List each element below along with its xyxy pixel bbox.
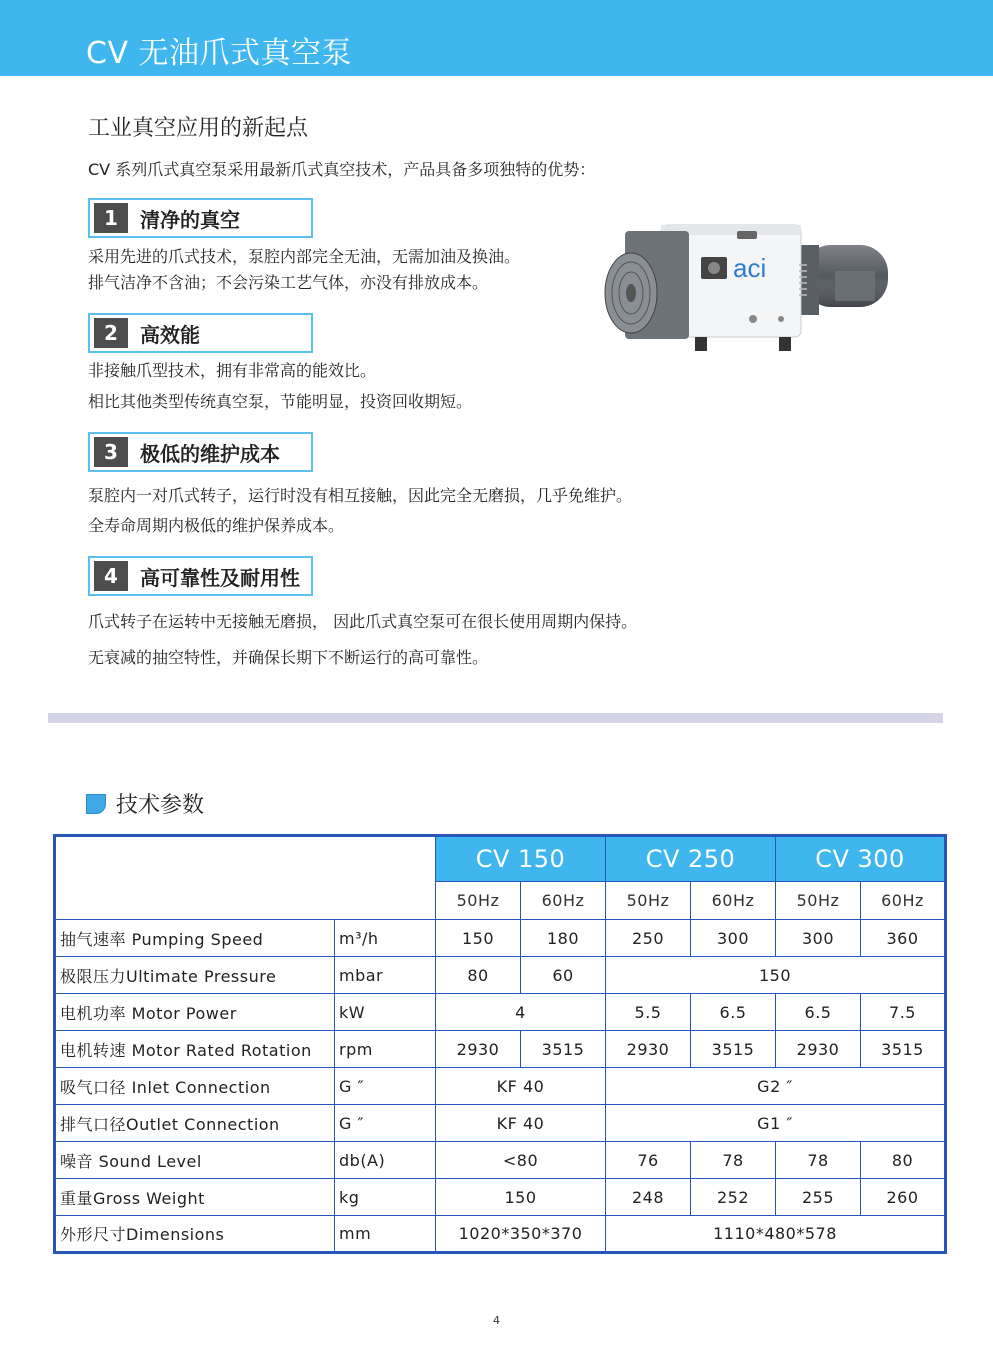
feature-label: 极低的维护成本 (140, 441, 280, 466)
feature-box-3 (88, 432, 313, 472)
row-label: 噪音 Sound Level (55, 1142, 335, 1179)
feature-text: 非接触爪型技术，拥有非常高的能效比。 (88, 361, 377, 380)
page-number: 4 (493, 1314, 500, 1327)
table-cell: 3515 (521, 1031, 606, 1068)
table-cell: 60 (521, 957, 606, 994)
model-header: CV 300 (776, 836, 946, 882)
hz-header: 50Hz (776, 882, 861, 920)
table-corner-cell (55, 836, 436, 920)
feature-text: 相比其他类型传统真空泵，节能明显，投资回收期短。 (88, 392, 473, 411)
section-divider (48, 713, 943, 723)
table-row (55, 1142, 946, 1179)
feature-number: 1 (94, 203, 128, 233)
page-title: CV 无油爪式真空泵 (86, 36, 353, 71)
table-cell: 300 (691, 920, 776, 957)
spec-heading (86, 788, 204, 819)
table-cell: 248 (606, 1179, 691, 1216)
row-label: 重量Gross Weight (55, 1179, 335, 1216)
table-cell: 3515 (861, 1031, 946, 1068)
table-row (55, 1105, 946, 1142)
table-cell: 78 (776, 1142, 861, 1179)
table-cell: 360 (861, 920, 946, 957)
row-label: 电机功率 Motor Power (55, 994, 335, 1031)
table-cell: 5.5 (606, 994, 691, 1031)
row-label: 吸气口径 Inlet Connection (55, 1068, 335, 1105)
feature-text: 爪式转子在运转中无接触无磨损， 因此爪式真空泵可在很长使用周期内保持。 (88, 612, 638, 631)
spec-table (53, 834, 947, 1254)
table-cell: G1 ″ (606, 1105, 946, 1142)
table-row (55, 1179, 946, 1216)
row-unit: kW (335, 994, 436, 1031)
table-cell: 76 (606, 1142, 691, 1179)
vacuum-pump-image (603, 215, 908, 355)
feature-text: 泵腔内一对爪式转子，运行时没有相互接触，因此完全无磨损，几乎免维护。 (88, 486, 633, 505)
table-cell: 255 (776, 1179, 861, 1216)
hz-header: 60Hz (521, 882, 606, 920)
table-cell: 150 (436, 1179, 606, 1216)
feature-box-4 (88, 556, 313, 596)
row-unit: mm (335, 1216, 436, 1253)
table-cell: KF 40 (436, 1105, 606, 1142)
table-cell: 300 (776, 920, 861, 957)
spec-heading-label: 技术参数 (116, 793, 205, 818)
row-unit: m³/h (335, 920, 436, 957)
table-cell: 250 (606, 920, 691, 957)
row-unit: G ″ (335, 1068, 436, 1105)
feature-text: 无衰减的抽空特性，并确保长期下不断运行的高可靠性。 (88, 648, 489, 667)
table-cell: 2930 (436, 1031, 521, 1068)
feature-label: 清净的真空 (140, 207, 240, 232)
table-cell: 260 (861, 1179, 946, 1216)
feature-number: 3 (94, 437, 128, 467)
hz-header: 60Hz (861, 882, 946, 920)
table-cell: <80 (436, 1142, 606, 1179)
feature-number: 2 (94, 318, 128, 348)
feature-text: 全寿命周期内极低的维护保养成本。 (88, 516, 345, 535)
table-cell: 1110*480*578 (606, 1216, 946, 1253)
row-label: 电机转速 Motor Rated Rotation (55, 1031, 335, 1068)
table-cell: G2 ″ (606, 1068, 946, 1105)
header-bar (0, 0, 993, 76)
table-cell: 150 (436, 920, 521, 957)
intro-text: CV 系列爪式真空泵采用最新爪式真空技术，产品具备多项独特的优势： (88, 160, 596, 179)
feature-text: 排气洁净不含油；不会污染工艺气体，亦没有排放成本。 (88, 273, 489, 292)
hz-header: 60Hz (691, 882, 776, 920)
table-cell: 7.5 (861, 994, 946, 1031)
table-row (55, 920, 946, 957)
table-cell: 3515 (691, 1031, 776, 1068)
feature-box-1 (88, 198, 313, 238)
table-row (55, 1216, 946, 1253)
model-header: CV 150 (436, 836, 606, 882)
table-cell: 6.5 (691, 994, 776, 1031)
section-subtitle: 工业真空应用的新起点 (88, 116, 309, 141)
table-cell: 80 (861, 1142, 946, 1179)
table-cell: 252 (691, 1179, 776, 1216)
hz-header: 50Hz (606, 882, 691, 920)
hz-header: 50Hz (436, 882, 521, 920)
row-label: 抽气速率 Pumping Speed (55, 920, 335, 957)
table-cell: 2930 (776, 1031, 861, 1068)
feature-box-2 (88, 313, 313, 353)
row-unit: kg (335, 1179, 436, 1216)
row-label: 外形尺寸Dimensions (55, 1216, 335, 1253)
row-unit: mbar (335, 957, 436, 994)
row-label: 排气口径Outlet Connection (55, 1105, 335, 1142)
table-cell: 180 (521, 920, 606, 957)
row-unit: db(A) (335, 1142, 436, 1179)
feature-label: 高可靠性及耐用性 (140, 565, 300, 590)
table-cell: 2930 (606, 1031, 691, 1068)
table-cell: 80 (436, 957, 521, 994)
table-cell: 150 (606, 957, 946, 994)
table-row (55, 836, 946, 882)
table-row (55, 1068, 946, 1105)
table-cell: 1020*350*370 (436, 1216, 606, 1253)
bookmark-icon (86, 794, 106, 814)
feature-number: 4 (94, 561, 128, 591)
feature-label: 高效能 (140, 322, 200, 347)
row-label: 极限压力Ultimate Pressure (55, 957, 335, 994)
table-cell: KF 40 (436, 1068, 606, 1105)
row-unit: G ″ (335, 1105, 436, 1142)
table-row (55, 1031, 946, 1068)
feature-text: 采用先进的爪式技术，泵腔内部完全无油，无需加油及换油。 (88, 247, 521, 266)
table-cell: 6.5 (776, 994, 861, 1031)
model-header: CV 250 (606, 836, 776, 882)
aci-logo: aci (733, 253, 767, 283)
row-unit: rpm (335, 1031, 436, 1068)
table-row (55, 957, 946, 994)
table-cell: 78 (691, 1142, 776, 1179)
table-cell: 4 (436, 994, 606, 1031)
table-row (55, 994, 946, 1031)
